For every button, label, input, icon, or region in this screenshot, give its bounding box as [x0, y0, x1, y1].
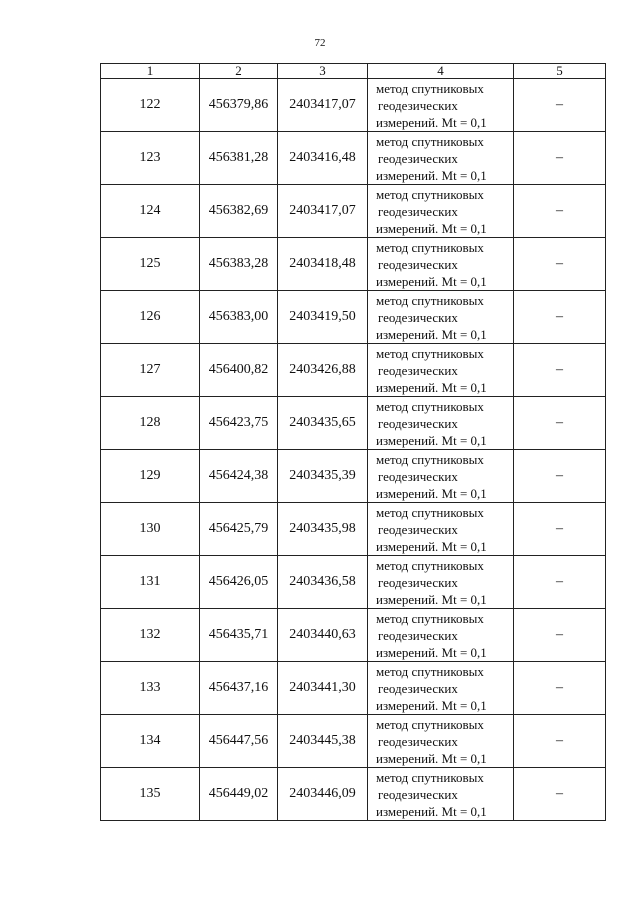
- y-coordinate-cell: 2403418,48: [278, 238, 368, 291]
- y-coordinate-cell: 2403435,39: [278, 450, 368, 503]
- method-line: геодезических: [378, 574, 458, 590]
- x-coordinate-cell: 456423,75: [200, 397, 278, 450]
- x-coordinate-cell: 456383,28: [200, 238, 278, 291]
- note-cell: –: [514, 132, 606, 185]
- point-number-cell: 124: [101, 185, 200, 238]
- note-cell: –: [514, 397, 606, 450]
- point-number-cell: 127: [101, 344, 200, 397]
- table-row: [101, 344, 606, 397]
- table-header-row: [101, 64, 606, 79]
- method-line: измерений. Mt = 0,1: [376, 220, 487, 236]
- method-line: метод спутниковых: [376, 557, 484, 573]
- y-coordinate-cell: 2403417,07: [278, 79, 368, 132]
- method-cell: [368, 238, 514, 291]
- table-row: [101, 185, 606, 238]
- y-coordinate-cell: 2403419,50: [278, 291, 368, 344]
- table-row: [101, 132, 606, 185]
- method-line: геодезических: [378, 415, 458, 431]
- table-row: [101, 556, 606, 609]
- column-header-5: 5: [514, 64, 606, 79]
- y-coordinate-cell: 2403445,38: [278, 715, 368, 768]
- point-number-cell: 133: [101, 662, 200, 715]
- method-line: измерений. Mt = 0,1: [376, 432, 487, 448]
- method-line: измерений. Mt = 0,1: [376, 591, 487, 607]
- method-line: метод спутниковых: [376, 186, 484, 202]
- method-cell: [368, 132, 514, 185]
- method-cell: [368, 79, 514, 132]
- point-number-cell: 123: [101, 132, 200, 185]
- method-cell: [368, 185, 514, 238]
- table-row: [101, 238, 606, 291]
- column-header-3: 3: [278, 64, 368, 79]
- method-line: геодезических: [378, 521, 458, 537]
- method-line: измерений. Mt = 0,1: [376, 697, 487, 713]
- method-cell: [368, 662, 514, 715]
- method-line: геодезических: [378, 362, 458, 378]
- x-coordinate-cell: 456425,79: [200, 503, 278, 556]
- y-coordinate-cell: 2403435,98: [278, 503, 368, 556]
- table-row: [101, 397, 606, 450]
- table-row: [101, 768, 606, 821]
- note-cell: –: [514, 768, 606, 821]
- method-line: геодезических: [378, 786, 458, 802]
- method-line: измерений. Mt = 0,1: [376, 750, 487, 766]
- method-line: измерений. Mt = 0,1: [376, 379, 487, 395]
- method-line: геодезических: [378, 733, 458, 749]
- x-coordinate-cell: 456381,28: [200, 132, 278, 185]
- y-coordinate-cell: 2403440,63: [278, 609, 368, 662]
- point-number-cell: 131: [101, 556, 200, 609]
- method-line: измерений. Mt = 0,1: [376, 485, 487, 501]
- x-coordinate-cell: 456437,16: [200, 662, 278, 715]
- column-header-2: 2: [200, 64, 278, 79]
- note-cell: –: [514, 450, 606, 503]
- method-line: измерений. Mt = 0,1: [376, 167, 487, 183]
- y-coordinate-cell: 2403426,88: [278, 344, 368, 397]
- x-coordinate-cell: 456400,82: [200, 344, 278, 397]
- table-row: [101, 609, 606, 662]
- method-line: метод спутниковых: [376, 292, 484, 308]
- point-number-cell: 135: [101, 768, 200, 821]
- method-line: метод спутниковых: [376, 504, 484, 520]
- method-line: метод спутниковых: [376, 398, 484, 414]
- method-cell: [368, 344, 514, 397]
- page-number: 72: [314, 37, 326, 49]
- method-line: геодезических: [378, 97, 458, 113]
- table-row: [101, 79, 606, 132]
- note-cell: –: [514, 556, 606, 609]
- method-line: метод спутниковых: [376, 345, 484, 361]
- x-coordinate-cell: 456449,02: [200, 768, 278, 821]
- point-number-cell: 132: [101, 609, 200, 662]
- method-line: метод спутниковых: [376, 451, 484, 467]
- y-coordinate-cell: 2403417,07: [278, 185, 368, 238]
- method-cell: [368, 556, 514, 609]
- x-coordinate-cell: 456447,56: [200, 715, 278, 768]
- y-coordinate-cell: 2403436,58: [278, 556, 368, 609]
- method-line: измерений. Mt = 0,1: [376, 644, 487, 660]
- method-line: измерений. Mt = 0,1: [376, 803, 487, 819]
- method-line: метод спутниковых: [376, 80, 484, 96]
- y-coordinate-cell: 2403416,48: [278, 132, 368, 185]
- method-line: измерений. Mt = 0,1: [376, 538, 487, 554]
- table-row: [101, 503, 606, 556]
- point-number-cell: 125: [101, 238, 200, 291]
- method-line: измерений. Mt = 0,1: [376, 326, 487, 342]
- x-coordinate-cell: 456379,86: [200, 79, 278, 132]
- point-number-cell: 122: [101, 79, 200, 132]
- method-line: метод спутниковых: [376, 239, 484, 255]
- method-line: геодезических: [378, 203, 458, 219]
- method-line: геодезических: [378, 256, 458, 272]
- x-coordinate-cell: 456382,69: [200, 185, 278, 238]
- point-number-cell: 129: [101, 450, 200, 503]
- y-coordinate-cell: 2403446,09: [278, 768, 368, 821]
- method-cell: [368, 609, 514, 662]
- method-cell: [368, 397, 514, 450]
- method-line: геодезических: [378, 150, 458, 166]
- note-cell: –: [514, 609, 606, 662]
- x-coordinate-cell: 456383,00: [200, 291, 278, 344]
- method-line: геодезических: [378, 627, 458, 643]
- note-cell: –: [514, 662, 606, 715]
- note-cell: –: [514, 715, 606, 768]
- note-cell: –: [514, 291, 606, 344]
- method-cell: [368, 768, 514, 821]
- method-line: метод спутниковых: [376, 716, 484, 732]
- x-coordinate-cell: 456435,71: [200, 609, 278, 662]
- y-coordinate-cell: 2403435,65: [278, 397, 368, 450]
- table-row: [101, 291, 606, 344]
- x-coordinate-cell: 456424,38: [200, 450, 278, 503]
- note-cell: –: [514, 503, 606, 556]
- method-cell: [368, 715, 514, 768]
- method-cell: [368, 503, 514, 556]
- coordinates-table: [100, 63, 606, 821]
- method-line: метод спутниковых: [376, 769, 484, 785]
- note-cell: –: [514, 185, 606, 238]
- method-cell: [368, 291, 514, 344]
- point-number-cell: 126: [101, 291, 200, 344]
- note-cell: –: [514, 79, 606, 132]
- method-line: метод спутниковых: [376, 610, 484, 626]
- table-row: [101, 662, 606, 715]
- point-number-cell: 130: [101, 503, 200, 556]
- method-line: геодезических: [378, 309, 458, 325]
- method-line: геодезических: [378, 680, 458, 696]
- table-row: [101, 715, 606, 768]
- note-cell: –: [514, 238, 606, 291]
- method-cell: [368, 450, 514, 503]
- method-line: геодезических: [378, 468, 458, 484]
- y-coordinate-cell: 2403441,30: [278, 662, 368, 715]
- method-line: метод спутниковых: [376, 133, 484, 149]
- note-cell: –: [514, 344, 606, 397]
- method-line: измерений. Mt = 0,1: [376, 114, 487, 130]
- column-header-1: 1: [101, 64, 200, 79]
- method-line: метод спутниковых: [376, 663, 484, 679]
- x-coordinate-cell: 456426,05: [200, 556, 278, 609]
- point-number-cell: 128: [101, 397, 200, 450]
- point-number-cell: 134: [101, 715, 200, 768]
- table-row: [101, 450, 606, 503]
- method-line: измерений. Mt = 0,1: [376, 273, 487, 289]
- column-header-4: 4: [368, 64, 514, 79]
